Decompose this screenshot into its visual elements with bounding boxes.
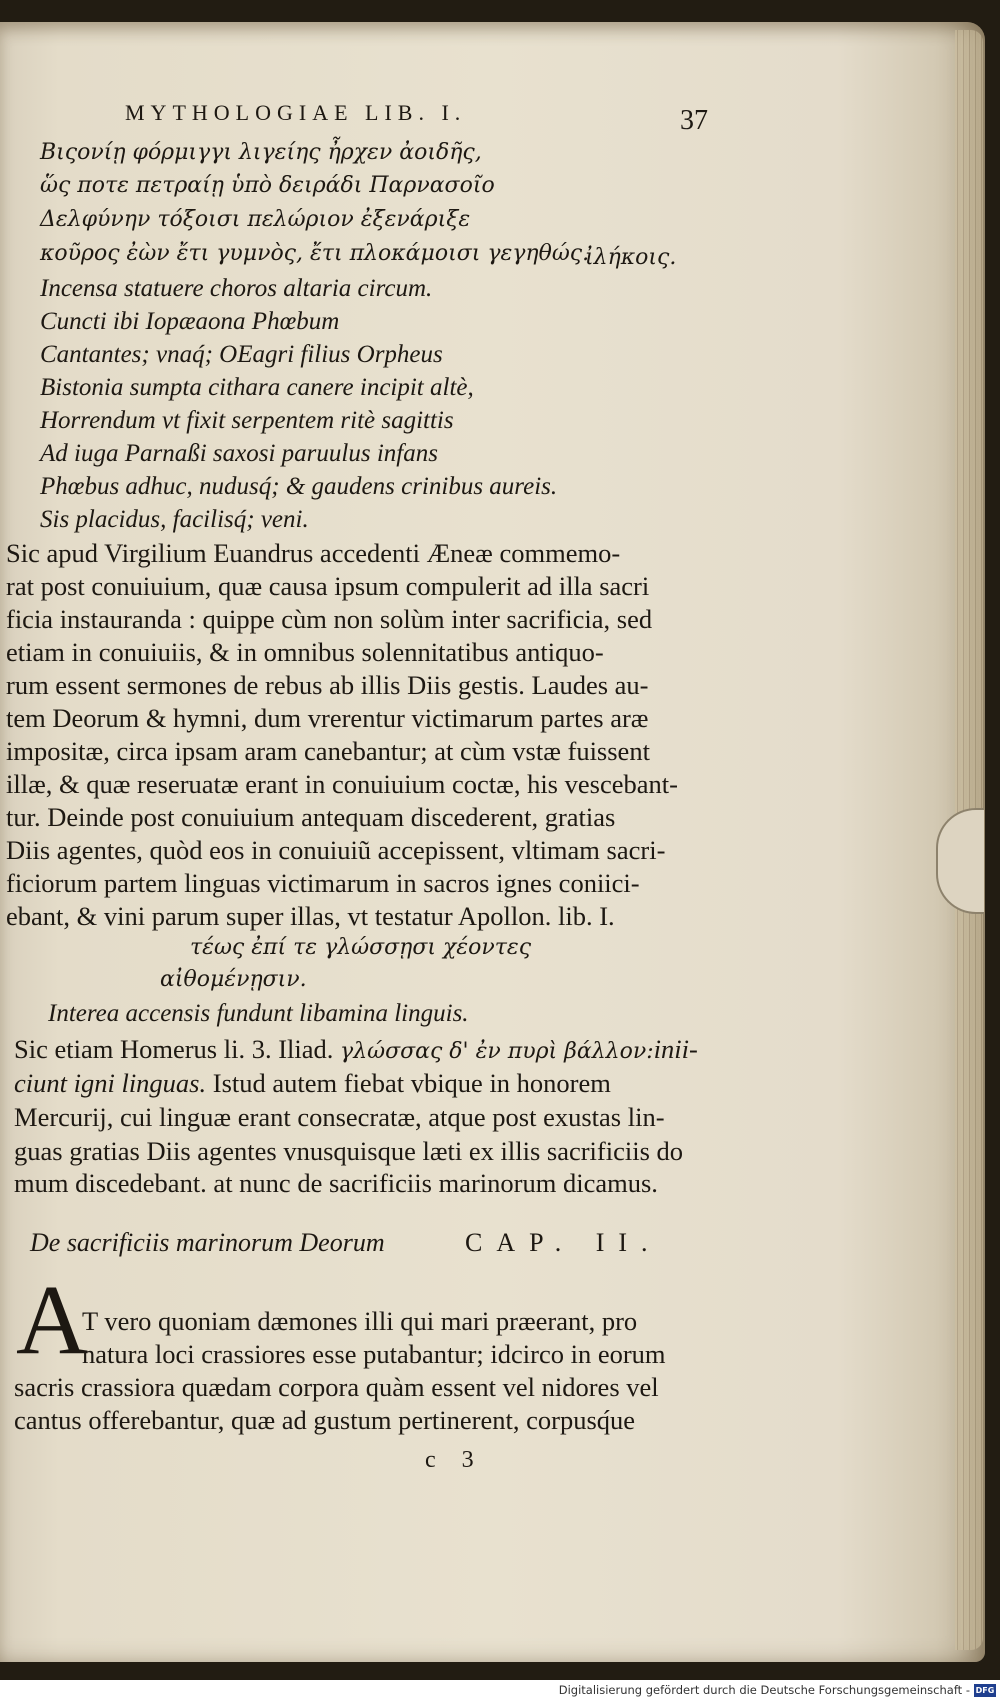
paragraph-line: T vero quoniam dæmones illi qui mari præerant, pro xyxy=(82,1306,638,1336)
latin-verse-line: Cantantes; vnaq́; OEagri filius Orpheus xyxy=(40,341,443,368)
paragraph-line: tur. Deinde post conuiuium antequam discederent, gratias xyxy=(6,802,616,832)
text-italic: ciunt igni linguas. xyxy=(14,1068,207,1098)
chapter-heading xyxy=(30,1228,662,1258)
latin-verse-line: Bistonia sumpta cithara canere incipit altè, xyxy=(40,374,474,401)
paragraph-line: ficia instauranda : quippe cùm non solùm inter sacrificia, sed xyxy=(6,604,653,634)
paragraph-line: natura loci crassiores esse putabantur; idcirco in eorum xyxy=(82,1339,666,1369)
latin-verse-line: Incensa statuere choros altaria circum. xyxy=(40,275,433,302)
greek-quote-line: τέως ἐπί τε γλώσσῃσι χέοντες xyxy=(190,935,532,960)
chapter-label: CAP. II. xyxy=(465,1228,662,1257)
signature-mark: c 3 xyxy=(425,1447,484,1473)
greek-verse-line: Βιςονίῃ φόρμιγγι λιγείης ἦρχεν ἀοιδῆς, xyxy=(40,140,482,165)
paragraph-line: guas gratias Diis agentes vnusquisque læti ex illis sacrificiis do xyxy=(14,1136,684,1166)
latin-verse-line: Sis placidus, facilisq́; veni. xyxy=(40,506,309,533)
paragraph-line: etiam in conuiuiis, & in omnibus solennitatibus antiquo- xyxy=(6,637,604,667)
paragraph-line: Sic apud Virgilium Euandrus accedenti Æneæ commemo- xyxy=(6,538,621,568)
text-roman: Sic etiam Homerus li. 3. Iliad. xyxy=(14,1034,341,1064)
paragraph-line: illæ, & quæ reseruatæ erant in conuiuium coctæ, his vescebant- xyxy=(6,769,678,799)
paragraph-line: impositæ, circa ipsam aram canebantur; at cùm vstæ fuissent xyxy=(6,736,650,766)
greek-verse-line: ὥς ποτε πετραίῃ ὑπὸ δειράδι Παρνασοῖο xyxy=(40,173,495,198)
paragraph-line: Diis agentes, quòd eos in conuiuiũ accepissent, vltimam sacri- xyxy=(6,835,666,865)
chapter-title: De sacrificiis marinorum Deorum xyxy=(30,1228,385,1257)
page-number: 37 xyxy=(680,105,708,136)
paragraph-line: rum essent sermones de rebus ab illis Diis gestis. Laudes au- xyxy=(6,670,649,700)
paragraph-line: cantus offerebantur, quæ ad gustum pertinerent, corpusq́ue xyxy=(14,1405,636,1435)
dfg-logo: DFG xyxy=(975,1686,995,1695)
paragraph-line: rat post conuiuium, quæ causa ipsum compulerit ad illa sacri xyxy=(6,571,650,601)
text-italic: inii- xyxy=(653,1034,698,1064)
greek-verse-line: κοῦρος ἐὼν ἔτι γυμνὸς, ἔτι πλοκάμοισι γεγηθώς. xyxy=(40,241,590,266)
latin-verse-line: Phœbus adhuc, nudusq́; & gaudens crinibus aureis. xyxy=(40,473,558,500)
text-roman: Istud autem fiebat vbique in honorem xyxy=(206,1068,611,1098)
paragraph-line: sacris crassiora quædam corpora quàm essent vel nidores vel xyxy=(14,1372,659,1402)
greek-margin-note: ἰλήκοις. xyxy=(585,245,677,270)
paragraph-line: tem Deorum & hymni, dum vrerentur victimarum partes aræ xyxy=(6,703,649,733)
running-title: MYTHOLOGIAE LIB. I. xyxy=(125,100,467,125)
latin-verse-line: Cuncti ibi Iopæaona Phœbum xyxy=(40,308,340,335)
latin-verse-line: Horrendum vt fixit serpentem ritè sagittis xyxy=(40,407,454,434)
digitization-credit: Digitalisierung gefördert durch die Deutsche Forschungsgemeinschaft - xyxy=(558,1683,970,1697)
greek-quote-line: αἰθομένῃσιν. xyxy=(160,967,307,992)
paragraph-line: ebant, & vini parum super illas, vt testatur Apollon. lib. I. xyxy=(6,901,615,931)
drop-cap-initial: A xyxy=(16,1264,89,1375)
paragraph-line: mum discedebant. at nunc de sacrificiis marinorum dicamus. xyxy=(14,1168,658,1198)
latin-quote: Interea accensis fundunt libamina linguis. xyxy=(48,1000,469,1027)
paragraph-line: Mercurij, cui linguæ erant consecratæ, atque post exustas lin- xyxy=(14,1102,665,1132)
paragraph-line xyxy=(14,1068,611,1099)
greek-verse-line: Δελφύνην τόξοισι πελώριον ἐξενάριξε xyxy=(40,207,471,232)
text-greek: γλώσσας δ' ἐν πυρὶ βάλλον: xyxy=(340,1039,654,1064)
latin-verse-line: Ad iuga Parnaßi saxosi paruulus infans xyxy=(40,440,438,467)
paragraph-line: ficiorum partem linguas victimarum in sacros ignes coniici- xyxy=(6,868,640,898)
paragraph-line xyxy=(14,1034,698,1065)
